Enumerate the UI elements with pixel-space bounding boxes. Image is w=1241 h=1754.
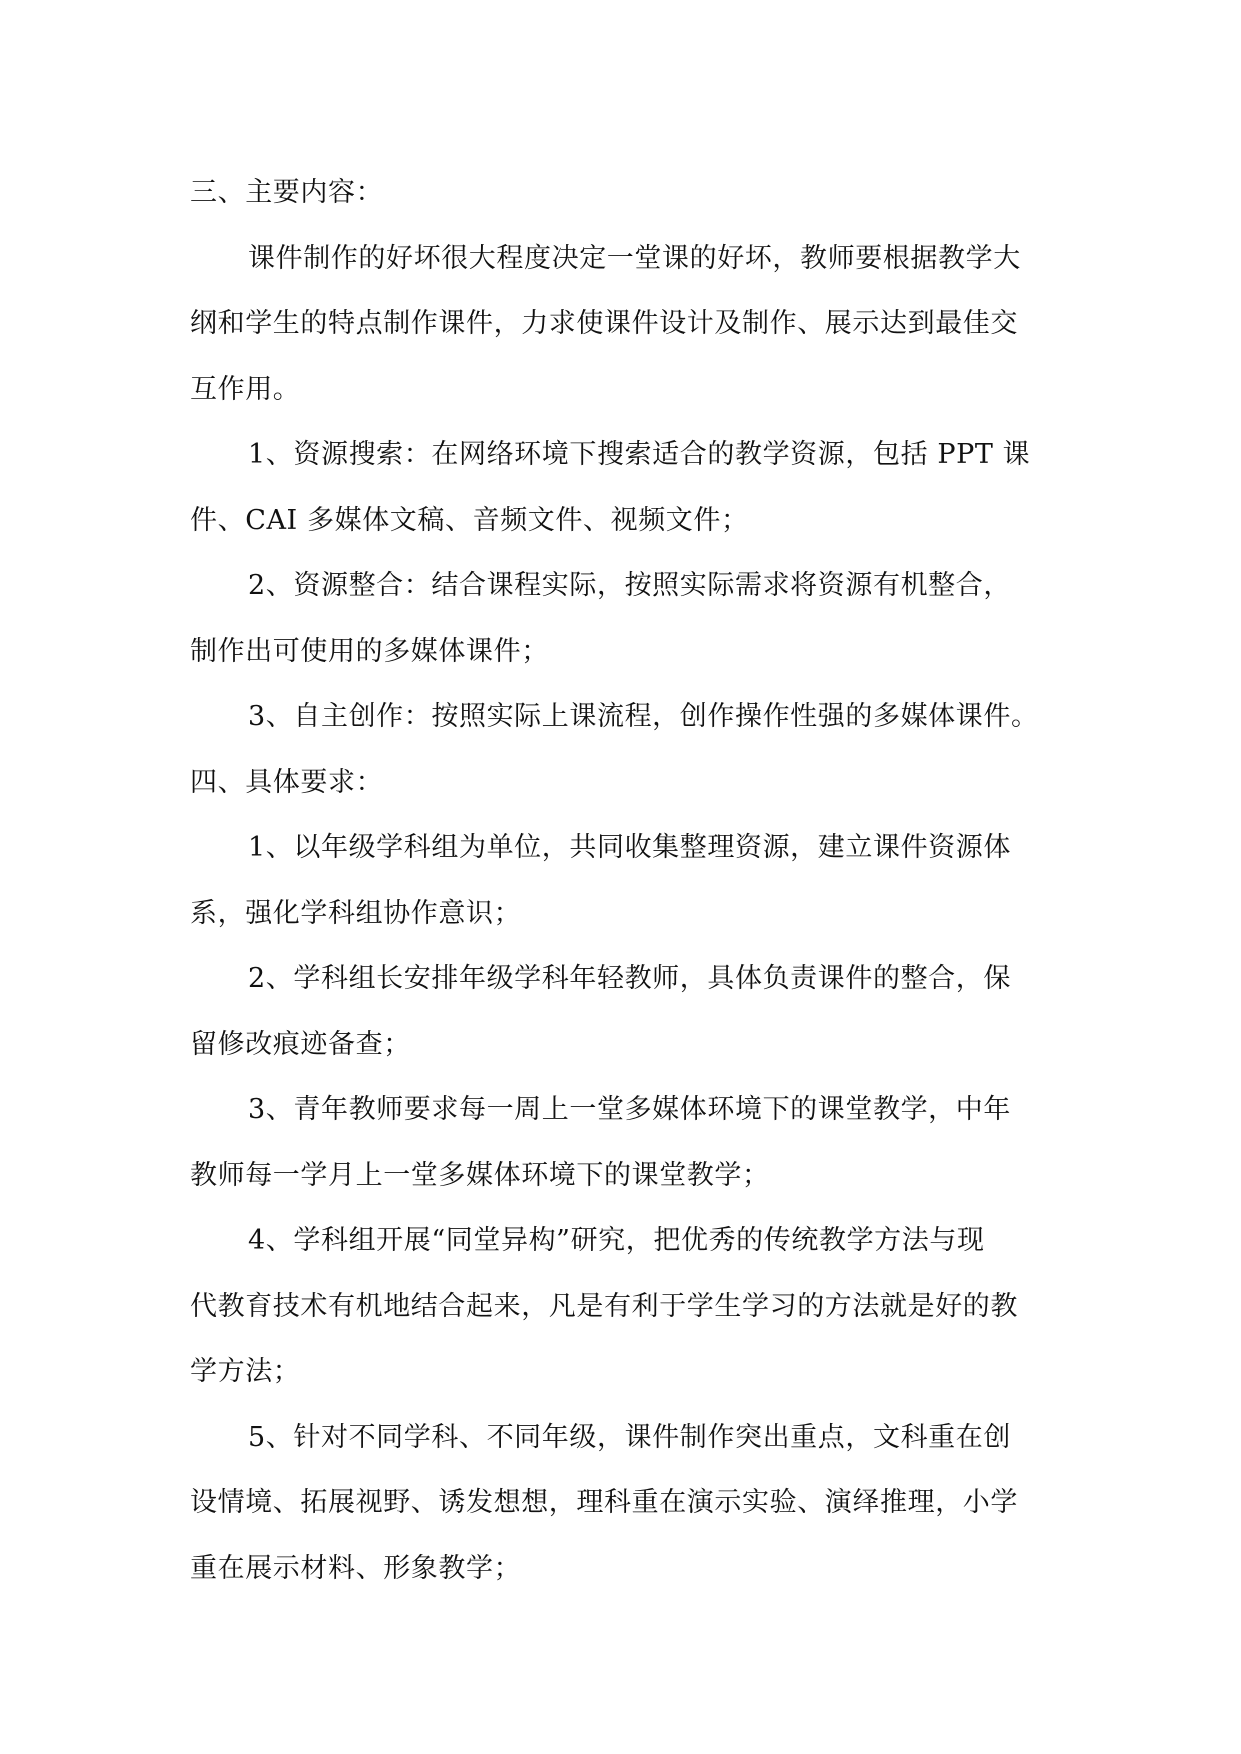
list-item-requirement-3	[190, 1077, 1062, 1208]
list-item-resource-search	[190, 422, 1062, 553]
text-line: 纲和学生的特点制作课件，力求使课件设计及制作、展示达到最佳交	[190, 308, 1018, 339]
text-line: 4、学科组开展“同堂异构”研究，把优秀的传统教学方法与现	[248, 1225, 985, 1256]
text-line: 教师每一学月上一堂多媒体环境下的课堂教学；	[190, 1159, 770, 1191]
text-line: 3、青年教师要求每一周上一堂多媒体环境下的课堂教学，中年	[248, 1094, 1011, 1125]
list-item-requirement-5	[190, 1405, 1062, 1602]
text-line: 2、资源整合：结合课程实际，按照实际需求将资源有机整合，	[248, 570, 1011, 601]
text-line: 系，强化学科组协作意识；	[190, 897, 522, 929]
text-line: 重在展示材料、形象教学；	[190, 1552, 522, 1584]
list-item-requirement-1	[190, 815, 1062, 946]
text-line: 留修改痕迹备查；	[190, 1028, 411, 1060]
text-line: 学方法；	[190, 1356, 301, 1387]
text-line: 5、针对不同学科、不同年级，课件制作突出重点，文科重在创	[248, 1421, 1011, 1453]
document-body	[190, 160, 1062, 1601]
list-item-self-creation	[190, 684, 1062, 750]
text-line: 制作出可使用的多媒体课件；	[190, 635, 549, 667]
paragraph	[190, 226, 1062, 423]
section-main-content	[190, 160, 1062, 750]
list-item-resource-integration	[190, 553, 1062, 684]
text-line: 课件制作的好坏很大程度决定一堂课的好坏，教师要根据教学大	[248, 242, 1021, 274]
text-line: 3、自主创作：按照实际上课流程，创作操作性强的多媒体课件。	[248, 701, 1039, 732]
text-line: 2、学科组长安排年级学科年轻教师，具体负责课件的整合，保	[248, 963, 1011, 994]
text-line: 1、以年级学科组为单位，共同收集整理资源，建立课件资源体	[248, 832, 1011, 863]
text-line: 设情境、拓展视野、诱发想想，理科重在演示实验、演绎推理，小学	[190, 1487, 1018, 1518]
section-heading: 三、主要内容：	[190, 177, 384, 208]
text-line: 1、资源搜索：在网络环境下搜索适合的教学资源，包括 PPT 课	[248, 439, 1031, 470]
list-item-requirement-4	[190, 1208, 1062, 1405]
section-requirements	[190, 750, 1062, 1602]
text-line: 互作用。	[190, 373, 301, 405]
text-line: 件、CAI 多媒体文稿、音频文件、视频文件；	[190, 504, 749, 536]
section-heading: 四、具体要求：	[190, 766, 384, 798]
list-item-requirement-2	[190, 946, 1062, 1077]
text-line: 代教育技术有机地结合起来，凡是有利于学生学习的方法就是好的教	[190, 1290, 1018, 1322]
